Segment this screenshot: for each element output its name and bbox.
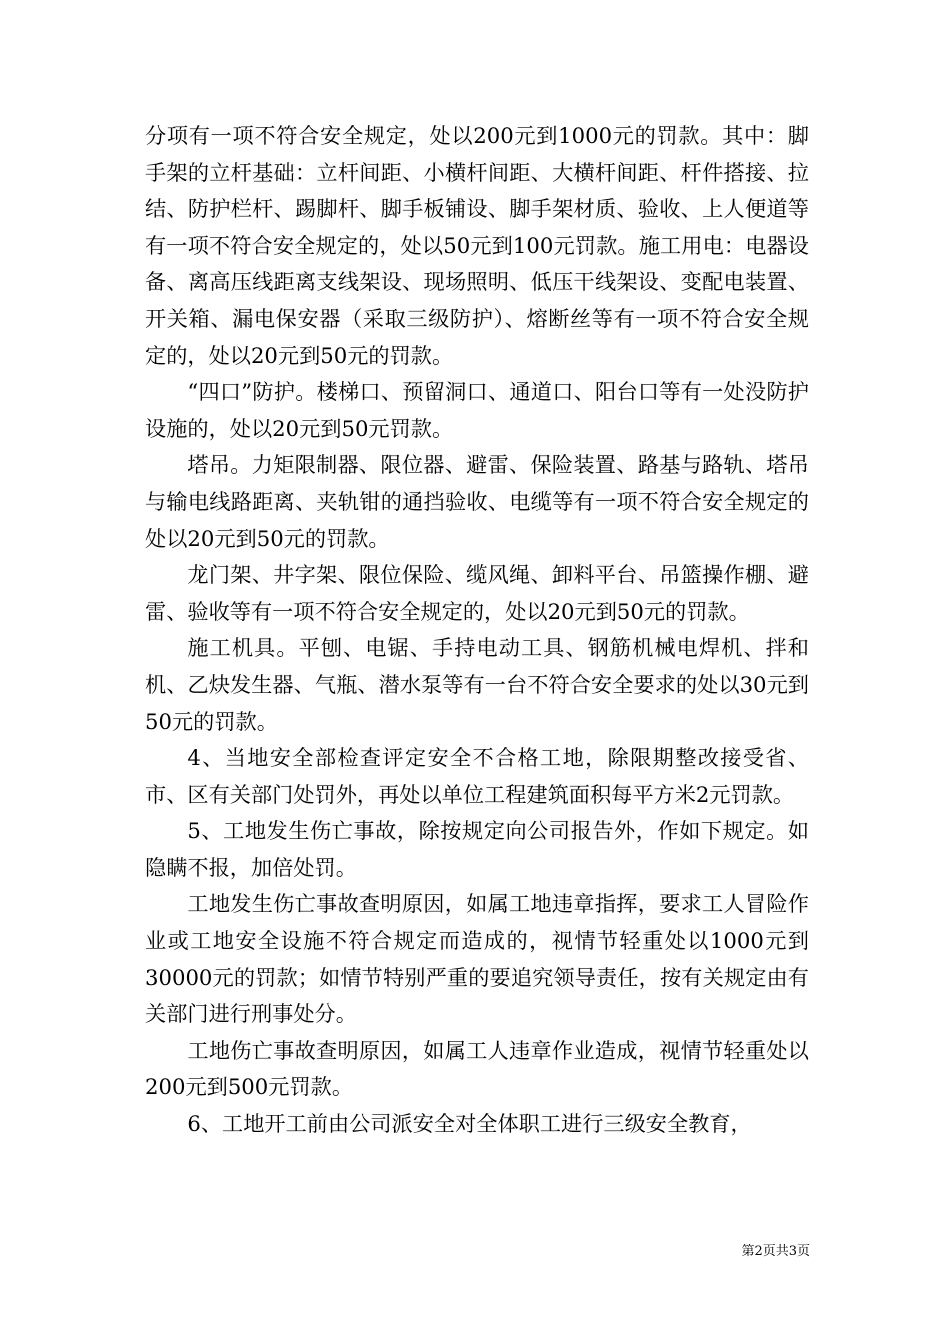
document-body [145, 118, 809, 1143]
paragraph-worker-responsibility: 工地伤亡事故查明原因，如属工人违章作业造成，视情节轻重处以200元到500元罚款。 [145, 1037, 809, 1100]
paragraph-item-5: 5、工地发生伤亡事故，除按规定向公司报告外，作如下规定。如隐瞒不报，加倍处罚。 [145, 818, 809, 880]
paragraph-item-4: 4、当地安全部检查评定安全不合格工地，除限期整改接受省、市、区有关部门处罚外，再处以单位工程建筑面积每平方米2元罚款。 [145, 745, 809, 807]
paragraph-tower-crane: 塔吊。力矩限制器、限位器、避雷、保险装置、路基与路轨、塔吊与输电线路距离、夹轨钳的通挡验收、电缆等有一项不符合安全规定的处以20元到50元的罚款。 [145, 452, 809, 551]
paragraph-penalty-scaffold-electric: 分项有一项不符合安全规定，处以200元到1000元的罚款。其中：脚手架的立杆基础：立杆间距、小横杆间距、大横杆间距、杆件搭接、拉结、防护栏杆、踢脚杆、脚手板铺设、脚手架材质、验收、上人便道等有一项不符合安全规定的，处以50元到100元罚款。施工用电：电器设备、离高压线距离支线架设、现场照明、低压干线架设、变配电装置、开关箱、漏电保安器（采取三级防护）、熔断丝等有一项不符合安全规定的，处以20元到50元的罚款。 [145, 123, 809, 368]
paragraph-gantry-frame: 龙门架、井字架、限位保险、缆风绳、卸料平台、吊篮操作棚、避雷、验收等有一项不符合安全规定的，处以20元到50元的罚款。 [145, 562, 809, 624]
paragraph-item-6: 6、工地开工前由公司派安全对全体职工进行三级安全教育， [187, 1111, 752, 1137]
paragraph-site-responsibility: 工地发生伤亡事故查明原因，如属工地违章指挥，要求工人冒险作业或工地安全设施不符合规定而造成的，视情节轻重处以1000元到30000元的罚款；如情节特别严重的要追究领导责任，按有关规定由有关部门进行刑事处分。 [145, 891, 809, 1027]
paragraph-construction-machinery: 施工机具。平刨、电锯、手持电动工具、钢筋机械电焊机、拌和机、乙炔发生器、气瓶、潜水泵等有一台不符合安全要求的处以30元到50元的罚款。 [145, 635, 809, 734]
paragraph-four-openings: “四口”防护。楼梯口、预留洞口、通道口、阳台口等有一处没防护设施的，处以20元到50元罚款。 [145, 379, 809, 441]
page-number: 第2页共3页 [741, 1244, 810, 1259]
